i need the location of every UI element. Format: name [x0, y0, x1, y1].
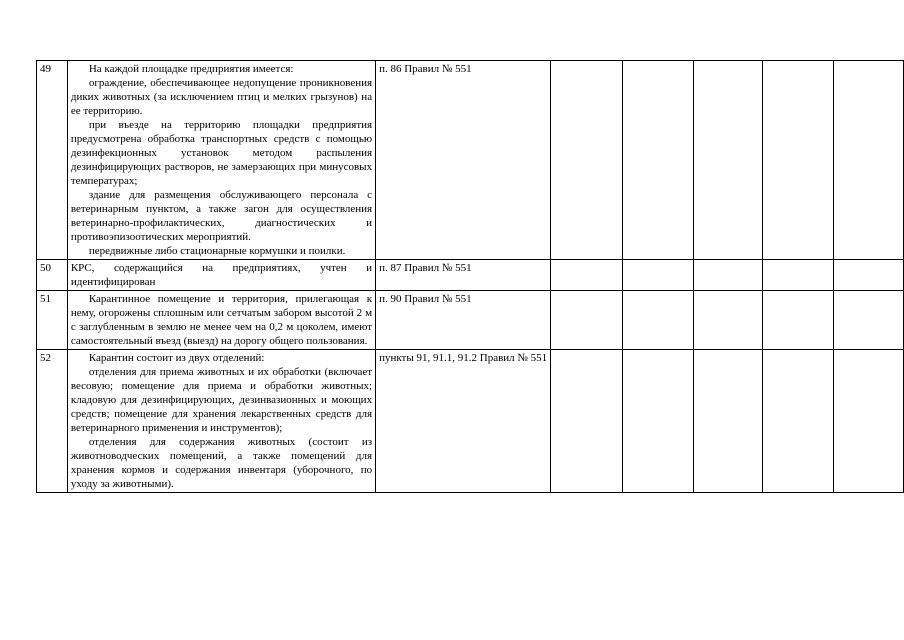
empty-cell [551, 61, 622, 260]
empty-cell [763, 291, 833, 350]
requirement-paragraph: ограждение, обеспечивающее недопущение проникновения диких животных (за исключением птиц и мелких грызунов) на ее территорию. [70, 77, 373, 117]
requirement-paragraph: Карантинное помещение и территория, прилегающая к нему, огорожены сплошным или сетчатым забором высотой 2 м с заглубленным в землю не менее чем на 0,2 м цоколем, имеют самостоятельный въезд (выезд) на дорогу общего пользования. [70, 293, 373, 347]
row-number: 52 [37, 350, 68, 493]
requirement-paragraph: Карантин состоит из двух отделений: [88, 352, 265, 364]
table-row [37, 291, 904, 350]
row-number: 50 [37, 260, 68, 291]
empty-cell [622, 61, 693, 260]
empty-cell [833, 291, 903, 350]
empty-cell [693, 260, 762, 291]
table-row [37, 350, 904, 493]
requirement-cell [67, 260, 375, 291]
requirement-cell [67, 291, 375, 350]
empty-cell [551, 260, 622, 291]
empty-cell [693, 61, 762, 260]
requirement-paragraph: отделения для приема животных и их обработки (включает весовую; помещение для приема и обработки животных; кладовую для дезинфицирующих, дезинвазионных и моющих средств; помещение для хранения лекарственных средств для ветеринарного применения и инструментов); [70, 366, 373, 434]
row-number: 49 [37, 61, 68, 260]
reference-cell: п. 90 Правил № 551 [376, 291, 551, 350]
reference-cell: п. 86 Правил № 551 [376, 61, 551, 260]
empty-cell [622, 260, 693, 291]
empty-cell [833, 260, 903, 291]
table-row [37, 260, 904, 291]
empty-cell [833, 350, 903, 493]
requirement-paragraph: отделения для содержания животных (состоит из животноводческих помещений, а также помещений для хранения кормов и содержания инвентаря (уборочного, по уходу за животными). [70, 436, 373, 490]
table-row [37, 61, 904, 260]
empty-cell [763, 350, 833, 493]
empty-cell [833, 61, 903, 260]
empty-cell [693, 350, 762, 493]
requirements-table [36, 60, 904, 493]
requirement-paragraph: передвижные либо стационарные кормушки и поилки. [88, 245, 346, 257]
requirement-paragraph: На каждой площадке предприятия имеется: [88, 63, 294, 75]
empty-cell [763, 260, 833, 291]
empty-cell [622, 350, 693, 493]
reference-cell: пункты 91, 91.1, 91.2 Правил № 551 [376, 350, 551, 493]
requirement-paragraph: здание для размещения обслуживающего персонала с ветеринарным пунктом, а также загон для осуществления ветеринарно-профилактических, диагностических и противоэпизоотических мероприятий. [70, 189, 373, 243]
requirement-paragraph: КРС, содержащийся на предприятиях, учтен и идентифицирован [70, 262, 373, 288]
empty-cell [551, 291, 622, 350]
requirement-cell [67, 350, 375, 493]
empty-cell [551, 350, 622, 493]
requirement-paragraph: при въезде на территорию площадки предприятия предусмотрена обработка транспортных средств с помощью дезинфекционных установок методом распыления дезинфицирующих растворов, не замерзающих при минусовых температурах; [70, 119, 373, 187]
empty-cell [763, 61, 833, 260]
empty-cell [693, 291, 762, 350]
row-number: 51 [37, 291, 68, 350]
reference-cell: п. 87 Правил № 551 [376, 260, 551, 291]
requirement-cell [67, 61, 375, 260]
empty-cell [622, 291, 693, 350]
